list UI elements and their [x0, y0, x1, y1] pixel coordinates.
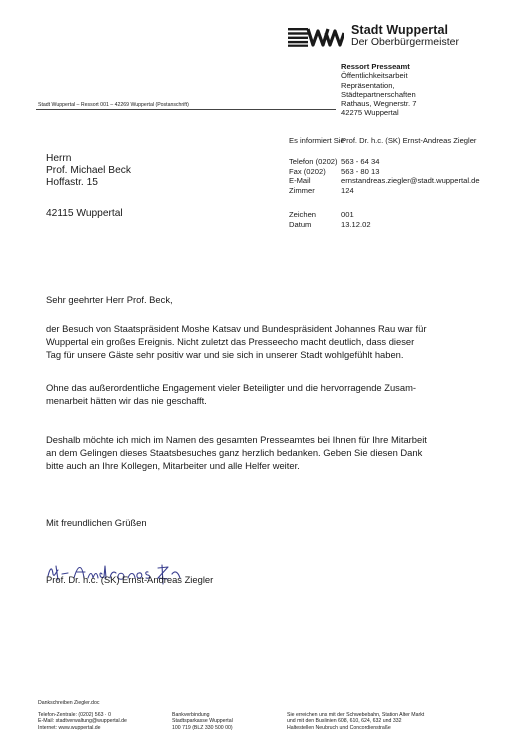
footer-line: Haltestellen Neubruch und Concordienstraße: [287, 724, 391, 731]
fax-value: 563 - 80 13: [341, 166, 380, 176]
logo-subtitle: Der Oberbürgermeister: [351, 36, 459, 48]
paragraph-line: menarbeit hätten wir das nie geschafft.: [46, 394, 207, 406]
document-filename: Dankschreiben Ziegler.doc: [38, 700, 100, 706]
letter-paragraph-3: [46, 434, 427, 473]
recipient-address: [46, 153, 131, 190]
sign-label: Zeichen: [289, 210, 317, 219]
logo-title: Stadt Wuppertal: [351, 23, 449, 37]
paragraph-line: Ohne das außerordentliche Engagement vieler Beteiligter und die hervorragende Zusam-: [46, 382, 417, 393]
recipient-city: 42115 Wuppertal: [46, 208, 123, 219]
phone-value: 563 - 64 34: [341, 157, 380, 166]
letter-paragraph-1: [46, 323, 426, 362]
signatory-name: Prof. Dr. h.c. (SK) Ernst-Andreas Ziegler: [46, 574, 214, 585]
footer-line: Bankverbindung: [172, 712, 210, 718]
ressort-block: [341, 62, 416, 100]
date-label: Datum: [289, 219, 312, 229]
room-value: 124: [341, 185, 354, 195]
room-label: Zimmer: [289, 185, 315, 195]
info-value: Prof. Dr. h.c. (SK) Ernst-Andreas Ziegler: [341, 136, 477, 145]
letter-paragraph-2: [46, 382, 416, 408]
email-value: ernstandreas.ziegler@stadt.wuppertal.de: [341, 176, 480, 186]
ressort-line: Öffentlichkeitsarbeit: [341, 71, 408, 81]
office-address: [341, 99, 416, 118]
fax-label: Fax (0202): [289, 166, 326, 176]
footer-line: Sie erreichen uns mit der Schwebebahn, Station Alter Markt: [287, 712, 425, 718]
footer-bank: [172, 712, 233, 731]
sign-value: 001: [341, 210, 354, 219]
footer-directions: [287, 712, 424, 731]
paragraph-line: Wuppertal ein großes Ereignis. Nicht zuletzt das Presseecho macht deutlich, dass dieser: [46, 335, 415, 347]
footer-line: 100 719 (BLZ 330 500 00): [172, 724, 233, 731]
letter-closing: Mit freundlichen Grüßen: [46, 517, 147, 528]
sender-divider: [36, 109, 336, 110]
paragraph-line: Deshalb möchte ich mich im Namen des gesamten Presseamtes bei Ihnen für Ihre Mitarbeit: [46, 434, 427, 445]
phone-label: Telefon (0202): [289, 157, 338, 166]
recipient-salutation: Herrn: [46, 153, 72, 164]
paragraph-line: bitte auch an Ihre Kollegen, Mitarbeiter und alle Helfer weiter.: [46, 459, 300, 471]
reference-values: [341, 210, 371, 229]
paragraph-line: an dem Gelingen dieses Staatsbesuches ganz herzlich bedanken. Geben Sie diesen Dank: [46, 446, 423, 458]
office-address-city: 42275 Wuppertal: [341, 108, 399, 118]
contact-values: [341, 157, 480, 195]
footer-line: Telefon-Zentrale: (0202) 563 · 0: [38, 712, 111, 718]
ressort-line: Städtepartnerschaften: [341, 90, 416, 100]
email-label: E-Mail: [289, 176, 311, 186]
letter-greeting: Sehr geehrter Herr Prof. Beck,: [46, 294, 173, 305]
recipient-street: Hoffastr. 15: [46, 177, 98, 189]
footer-line: Stadtsparkasse Wuppertal: [172, 718, 233, 725]
ressort-title: Ressort Presseamt: [341, 62, 410, 71]
sender-return-address: Stadt Wuppertal – Ressort 001 – 42269 Wuppertal (Postanschrift): [38, 102, 189, 108]
recipient-name: Prof. Michael Beck: [46, 165, 131, 177]
footer-line: Internet: www.wuppertal.de: [38, 724, 101, 731]
paragraph-line: Tag für unsere Gäste sehr positiv war und sie sich in unserer Stadt wohlgefühlt haben.: [46, 348, 404, 360]
footer-line: und mit den Buslinien 608, 610, 624, 632 und 332: [287, 718, 402, 725]
reference-labels: [289, 210, 316, 229]
info-label: Es informiert Sie: [289, 136, 345, 145]
date-value: 13.12.02: [341, 219, 371, 229]
city-logo-icon: [288, 27, 344, 47]
contact-labels: [289, 157, 338, 195]
footer-line: E-Mail: stadtverwaltung@wuppertal.de: [38, 718, 127, 725]
paragraph-line: der Besuch von Staatspräsident Moshe Katsav und Bundespräsident Johannes Rau war für: [46, 323, 427, 334]
office-address-street: Rathaus, Wegnerstr. 7: [341, 99, 417, 108]
footer-contact: [38, 712, 127, 731]
ressort-line: Repräsentation,: [341, 80, 395, 90]
